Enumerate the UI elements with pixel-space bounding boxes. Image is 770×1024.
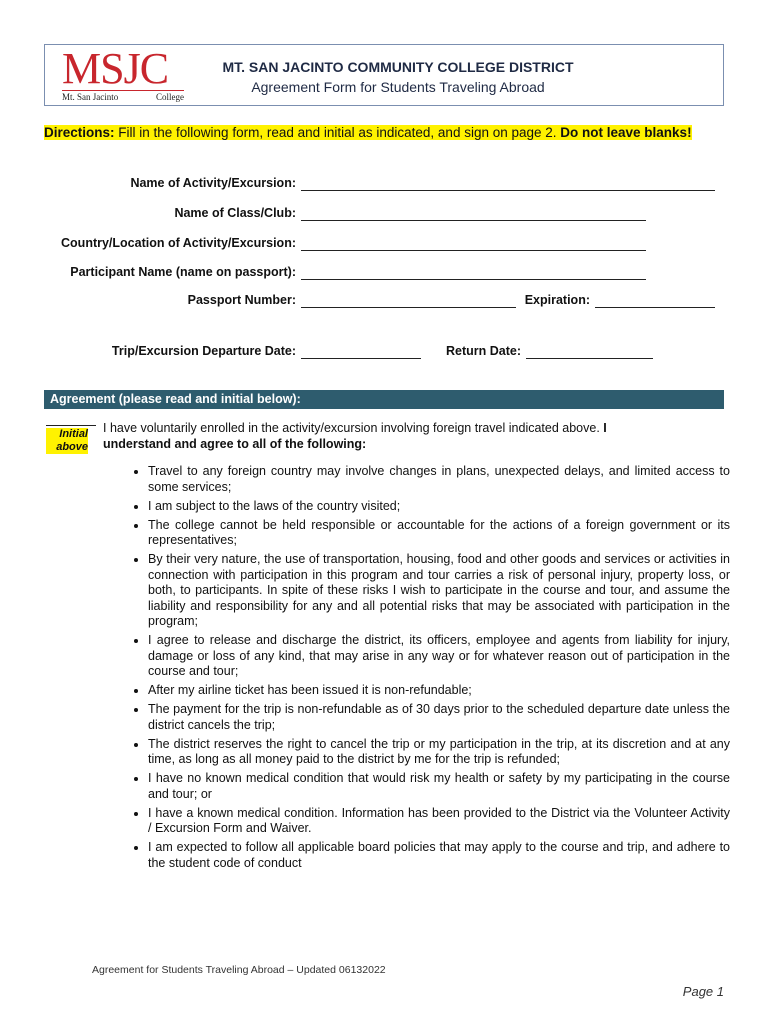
- list-item: • The district reserves the right to cancel the trip or my participation in the trip, at its discretion and at any time, as long as all money paid to the district by me for the trip is refunded;: [148, 737, 730, 768]
- logo-sub-left: Mt. San Jacinto: [62, 92, 119, 102]
- passport-label: Passport Number:: [187, 293, 296, 307]
- departure-label: Trip/Excursion Departure Date:: [111, 344, 296, 358]
- participant-input[interactable]: [301, 265, 646, 280]
- list-item: • I agree to release and discharge the district, its officers, employee and agents from liability for injury, damage or loss of any kind, that may arise in any way or for whatever reason out of participation in the course and tour;: [148, 633, 730, 680]
- page-number: Page 1: [682, 984, 724, 999]
- initial-label: Initial above: [46, 428, 88, 454]
- list-item: • After my airline ticket has been issued it is non-refundable;: [148, 683, 730, 699]
- expiration-input[interactable]: [595, 293, 715, 308]
- list-item: • I am subject to the laws of the country visited;: [148, 499, 730, 515]
- list-item: • The college cannot be held responsible or accountable for the actions of a foreign government or its representatives;: [148, 518, 730, 549]
- form-title: Agreement Form for Students Traveling Abroad: [251, 79, 545, 95]
- initial-input[interactable]: [46, 425, 96, 426]
- footer-note: Agreement for Students Traveling Abroad – Updated 06132022: [92, 964, 386, 976]
- directions-text: Fill in the following form, read and initial as indicated, and sign on page 2.: [114, 125, 561, 140]
- country-input[interactable]: [301, 236, 646, 251]
- agreement-intro: [103, 420, 671, 452]
- activity-input[interactable]: [301, 176, 715, 191]
- directions: [44, 124, 714, 142]
- intro-text: I have voluntarily enrolled in the activity/excursion involving foreign travel indicated above.: [103, 421, 604, 435]
- return-label: Return Date:: [445, 344, 521, 358]
- class-club-input[interactable]: [301, 206, 646, 221]
- activity-label: Name of Activity/Excursion:: [130, 176, 296, 190]
- list-item: • By their very nature, the use of transportation, housing, food and other goods and services or activities in connection with participation in this program and tour carries a risk of personal injury, property loss, or both, to participants. In spite of these risks I wish to participate in the course and tour, and assume the liability and responsibility for any and all potential risks that may be associated with participation in the program;: [148, 552, 730, 630]
- logo-subtitle: [62, 90, 184, 102]
- class-club-label: Name of Class/Club:: [174, 206, 296, 220]
- list-item: • I have no known medical condition that would risk my health or safety by my participating in the course and tour; or: [148, 771, 730, 802]
- list-item: • Travel to any foreign country may involve changes in plans, unexpected delays, and limited access to some services;: [148, 464, 730, 495]
- list-item: • I have a known medical condition. Information has been provided to the District via the Volunteer Activity / Excursion Form and Waiver.: [148, 806, 730, 837]
- agreement-heading: Agreement (please read and initial below):: [44, 390, 724, 409]
- expiration-label: Expiration:: [524, 293, 590, 307]
- directions-label: Directions:: [44, 125, 115, 140]
- college-logo: [62, 44, 184, 106]
- agreement-list: [126, 464, 730, 875]
- logo-text: MSJC: [62, 44, 169, 93]
- district-title: MT. SAN JACINTO COMMUNITY COLLEGE DISTRICT: [222, 59, 574, 75]
- list-item: • The payment for the trip is non-refundable as of 30 days prior to the scheduled departure date unless the district cancels the trip;: [148, 702, 730, 733]
- departure-input[interactable]: [301, 344, 421, 359]
- list-item: • I am expected to follow all applicable board policies that may apply to the course and trip, and adhere to the student code of conduct: [148, 840, 730, 871]
- return-input[interactable]: [526, 344, 653, 359]
- logo-sub-right: College: [156, 92, 184, 102]
- passport-input[interactable]: [301, 293, 516, 308]
- participant-label: Participant Name (name on passport):: [70, 265, 296, 279]
- intro-strong: I understand and agree to all of the following:: [103, 421, 607, 451]
- country-label: Country/Location of Activity/Excursion:: [61, 236, 296, 250]
- directions-warning: Do not leave blanks!: [560, 125, 692, 140]
